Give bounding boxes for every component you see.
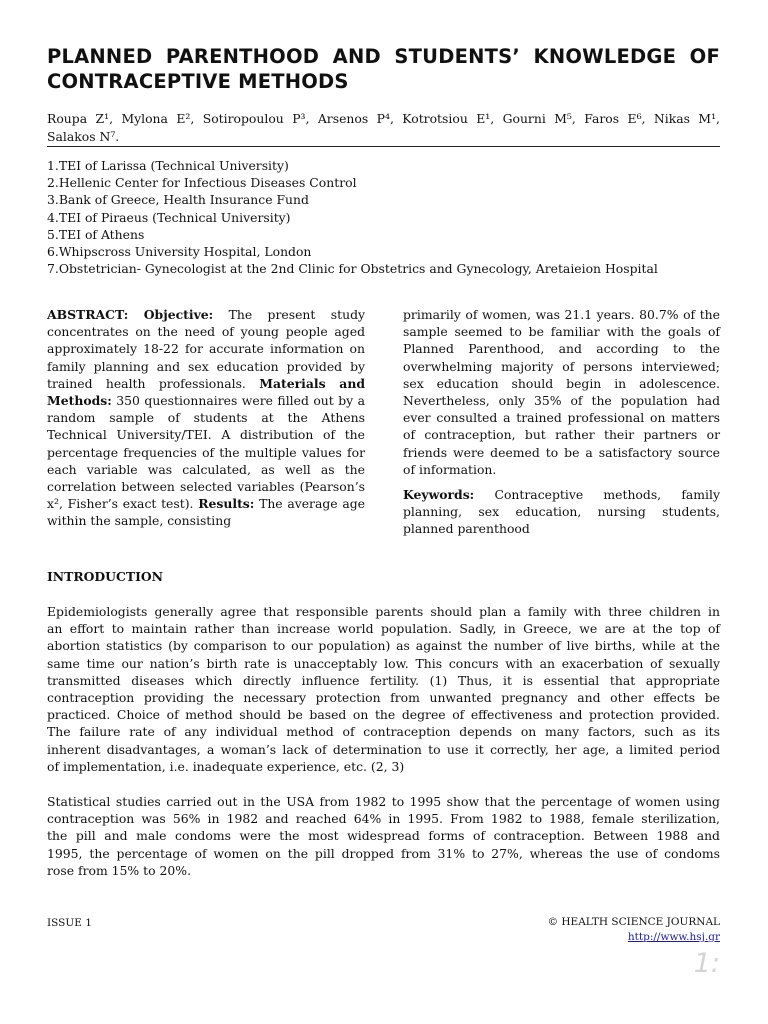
text-line: same time our nation’s birth rate is unacceptably low. This concurs with an exacerbation of sexually bbox=[47, 655, 720, 671]
author-line-1: Roupa Z¹, Mylona E², Sotiropoulou P³, Arsenos P⁴, Kotrotsiou E¹, Gourni M⁵, Faros E⁶, Nikas M¹, bbox=[47, 111, 720, 126]
keywords-text: Contraceptive methods, family planning, sex education, nursing students, planned parenthood bbox=[403, 487, 720, 537]
affiliation-item: 6.Whipscross University Hospital, London bbox=[47, 244, 312, 260]
text-line: contraception was 56% in 1982 and reached 64% in 1995. From 1982 to 1988, female sterilization, bbox=[47, 811, 720, 827]
text-line: Epidemiologists generally agree that responsible parents should plan a family with three children in bbox=[47, 604, 720, 619]
text-line: practiced. Choice of method should be based on the degree of effectiveness and protection provided. bbox=[47, 707, 720, 723]
text-line: of implementation, i.e. inadequate experience, etc. (2, 3) bbox=[47, 758, 405, 774]
abstract-right-column bbox=[403, 306, 720, 538]
affiliation-item: 2.Hellenic Center for Infectious Diseases Control bbox=[47, 175, 357, 191]
text-line: rose from 15% to 20%. bbox=[47, 862, 192, 878]
title-line-1: PLANNED PARENTHOOD AND STUDENTS’ KNOWLEDGE OF bbox=[47, 45, 720, 68]
affiliation-item: 3.Bank of Greece, Health Insurance Fund bbox=[47, 192, 309, 208]
text-line: The failure rate of any individual method of contraception depends on many factors, such as its bbox=[47, 724, 720, 740]
keywords-paragraph bbox=[403, 486, 720, 538]
affiliation-item: 1.TEI of Larissa (Technical University) bbox=[47, 158, 289, 173]
text-line: Statistical studies carried out in the USA from 1982 to 1995 show that the percentage of women using bbox=[47, 794, 720, 809]
abstract-continuation: primarily of women, was 21.1 years. 80.7% of the sample seemed to be familiar with the goals of Planned Parenthood, and according to the overwhelming majority of persons interviewed; sex education should begin in adolescence. Nevertheless, only 35% of the population had ever consulted a trained professional on matters of contraception, but rather their partners or friends were deemed to be a satisfactory source of information. bbox=[403, 307, 720, 477]
text-line: an effort to maintain rather than increase world population. Sadly, in Greece, we are at the top of bbox=[47, 621, 720, 637]
results-label: Results: bbox=[198, 496, 255, 512]
issue-label: ISSUE 1 bbox=[47, 917, 92, 929]
title-line-2: CONTRACEPTIVE METHODS bbox=[47, 70, 349, 93]
author-list bbox=[47, 110, 720, 145]
abstract-left-column bbox=[47, 306, 365, 530]
affiliation-item: 4.TEI of Piraeus (Technical University) bbox=[47, 209, 291, 225]
affiliation-item: 7.Obstetrician- Gynecologist at the 2nd Clinic for Obstetrics and Gynecology, Aretaieion Hospital bbox=[47, 261, 658, 277]
journal-footer bbox=[548, 915, 720, 945]
text-line: abortion statistics (by comparison to our population) as against the number of live births, while at the bbox=[47, 638, 720, 654]
text-line: 1995, the percentage of women on the pill dropped from 31% to 27%, whereas the use of condoms bbox=[47, 845, 720, 861]
header-divider bbox=[47, 146, 720, 147]
text-line: the pill and male condoms were the most widespread forms of contraception. Between 1988 and bbox=[47, 828, 720, 844]
methods-text: 350 questionnaires were filled out by a random sample of students at the Athens Technical University/TEI. A distribution of the percentage frequencies of the multiple values for each variable was calculated, as well as the correlation between selected variables (Pearson’s x², Fisher’s exact test). bbox=[47, 393, 365, 512]
page-number: 1: bbox=[693, 948, 720, 979]
abstract-label: ABSTRACT: bbox=[47, 307, 129, 322]
affiliation-item: 5.TEI of Athens bbox=[47, 226, 145, 242]
introduction-paragraph-1 bbox=[47, 603, 720, 775]
results-text: The average age within the sample, consisting bbox=[47, 496, 365, 529]
methods-label: Materials and Methods: bbox=[47, 375, 365, 409]
introduction-heading: INTRODUCTION bbox=[47, 569, 163, 584]
affiliation-list bbox=[47, 157, 720, 277]
keywords-label: Keywords: bbox=[403, 487, 475, 503]
abstract-paragraph bbox=[47, 306, 365, 530]
text-line: contraception providing the necessary protection from unwanted pregnancy and other effects be bbox=[47, 690, 720, 706]
text-line: transmitted diseases which directly influence fertility. (1) Thus, it is essential that appropriate bbox=[47, 672, 720, 688]
text-line: inherent disadvantages, a woman’s lack of determination to use it correctly, her age, a limited period bbox=[47, 741, 720, 757]
objective-label: Objective: bbox=[143, 307, 214, 322]
introduction-paragraph-2 bbox=[47, 793, 720, 879]
paper-title bbox=[47, 44, 720, 94]
journal-name: © HEALTH SCIENCE JOURNAL bbox=[547, 916, 720, 928]
objective-text: The present study concentrates on the need of young people aged approximately 18-22 for accurate information on family planning and sex education provided by trained health professionals. bbox=[47, 307, 365, 391]
journal-link[interactable]: http://www.hsj.gr bbox=[627, 931, 720, 943]
author-line-2: Salakos N⁷. bbox=[47, 128, 120, 144]
